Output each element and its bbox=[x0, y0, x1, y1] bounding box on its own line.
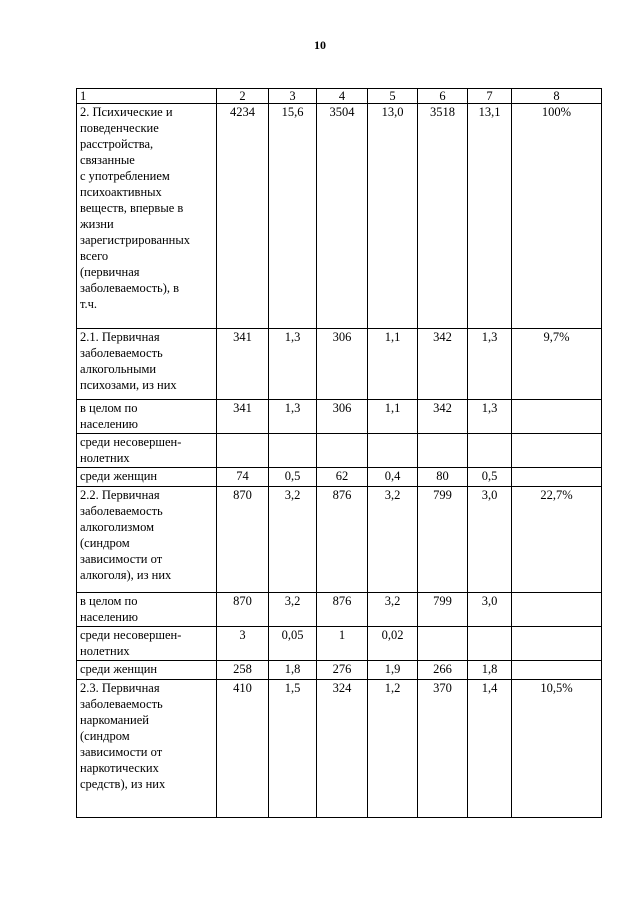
value-cell-col-4: 876 bbox=[317, 487, 368, 593]
value-cell-col-5: 1,9 bbox=[368, 661, 418, 680]
row-label-cell: в целом по населению bbox=[77, 400, 217, 434]
value-cell-col-5: 0,4 bbox=[368, 468, 418, 487]
value-cell-col-5: 3,2 bbox=[368, 487, 418, 593]
header-cell-2: 2 bbox=[217, 89, 269, 104]
value-cell-col-6: 370 bbox=[418, 680, 468, 818]
row-label-cell: 2.3. Первичная заболеваемость наркоманией (синдром зависимости от наркотических средств), из них bbox=[77, 680, 217, 818]
value-cell-col-7 bbox=[468, 627, 512, 661]
value-cell-col-7 bbox=[468, 434, 512, 468]
value-cell-col-3: 0,05 bbox=[269, 627, 317, 661]
value-cell-col-6 bbox=[418, 627, 468, 661]
value-cell-col-3: 0,5 bbox=[269, 468, 317, 487]
value-cell-col-4: 306 bbox=[317, 329, 368, 400]
value-cell-col-2: 870 bbox=[217, 487, 269, 593]
row-label-cell: среди женщин bbox=[77, 468, 217, 487]
header-cell-7: 7 bbox=[468, 89, 512, 104]
row-label-cell: среди несовершен- нолетних bbox=[77, 627, 217, 661]
value-cell-col-5: 13,0 bbox=[368, 104, 418, 329]
value-cell-col-8 bbox=[512, 434, 602, 468]
value-cell-col-5: 1,1 bbox=[368, 329, 418, 400]
value-cell-col-4: 306 bbox=[317, 400, 368, 434]
table-row bbox=[77, 661, 602, 680]
value-cell-col-5: 0,02 bbox=[368, 627, 418, 661]
value-cell-col-6: 266 bbox=[418, 661, 468, 680]
value-cell-col-7: 1,8 bbox=[468, 661, 512, 680]
value-cell-col-2: 341 bbox=[217, 400, 269, 434]
value-cell-col-5: 1,2 bbox=[368, 680, 418, 818]
table-row bbox=[77, 434, 602, 468]
value-cell-col-2: 410 bbox=[217, 680, 269, 818]
value-cell-col-8 bbox=[512, 593, 602, 627]
value-cell-col-6: 80 bbox=[418, 468, 468, 487]
value-cell-col-8 bbox=[512, 661, 602, 680]
header-cell-4: 4 bbox=[317, 89, 368, 104]
value-cell-col-3: 15,6 bbox=[269, 104, 317, 329]
value-cell-col-7: 13,1 bbox=[468, 104, 512, 329]
value-cell-col-3: 1,3 bbox=[269, 329, 317, 400]
value-cell-col-2: 4234 bbox=[217, 104, 269, 329]
value-cell-col-2: 74 bbox=[217, 468, 269, 487]
header-cell-1: 1 bbox=[77, 89, 217, 104]
value-cell-col-4: 324 bbox=[317, 680, 368, 818]
value-cell-col-6: 3518 bbox=[418, 104, 468, 329]
value-cell-col-2: 341 bbox=[217, 329, 269, 400]
value-cell-col-7: 1,3 bbox=[468, 329, 512, 400]
value-cell-col-6: 342 bbox=[418, 400, 468, 434]
value-cell-col-3: 3,2 bbox=[269, 593, 317, 627]
row-label-cell: в целом по населению bbox=[77, 593, 217, 627]
value-cell-col-8: 22,7% bbox=[512, 487, 602, 593]
value-cell-col-3: 1,5 bbox=[269, 680, 317, 818]
value-cell-col-3: 1,3 bbox=[269, 400, 317, 434]
header-cell-3: 3 bbox=[269, 89, 317, 104]
value-cell-col-3: 3,2 bbox=[269, 487, 317, 593]
value-cell-col-6: 799 bbox=[418, 487, 468, 593]
table-row bbox=[77, 329, 602, 400]
row-label-cell: 2. Психические и поведенческие расстройства, связанные с употреблением психоактивных веществ, впервые в жизни зарегистрированных всего (первичная заболеваемость), в т.ч. bbox=[77, 104, 217, 329]
value-cell-col-4: 62 bbox=[317, 468, 368, 487]
value-cell-col-8: 100% bbox=[512, 104, 602, 329]
value-cell-col-8: 10,5% bbox=[512, 680, 602, 818]
value-cell-col-7: 1,3 bbox=[468, 400, 512, 434]
value-cell-col-5: 1,1 bbox=[368, 400, 418, 434]
value-cell-col-7: 1,4 bbox=[468, 680, 512, 818]
value-cell-col-8 bbox=[512, 627, 602, 661]
value-cell-col-4: 1 bbox=[317, 627, 368, 661]
value-cell-col-6 bbox=[418, 434, 468, 468]
table-header-row bbox=[77, 89, 602, 104]
row-label-cell: среди несовершен- нолетних bbox=[77, 434, 217, 468]
table-row bbox=[77, 593, 602, 627]
value-cell-col-2 bbox=[217, 434, 269, 468]
value-cell-col-3 bbox=[269, 434, 317, 468]
value-cell-col-6: 799 bbox=[418, 593, 468, 627]
value-cell-col-7: 3,0 bbox=[468, 593, 512, 627]
value-cell-col-2: 870 bbox=[217, 593, 269, 627]
row-label-cell: 2.2. Первичная заболеваемость алкоголизмом (синдром зависимости от алкоголя), из них bbox=[77, 487, 217, 593]
table-row bbox=[77, 680, 602, 818]
value-cell-col-7: 0,5 bbox=[468, 468, 512, 487]
value-cell-col-4: 876 bbox=[317, 593, 368, 627]
header-cell-8: 8 bbox=[512, 89, 602, 104]
value-cell-col-5: 3,2 bbox=[368, 593, 418, 627]
header-cell-6: 6 bbox=[418, 89, 468, 104]
value-cell-col-4 bbox=[317, 434, 368, 468]
value-cell-col-2: 3 bbox=[217, 627, 269, 661]
statistics-table bbox=[76, 88, 602, 818]
value-cell-col-8: 9,7% bbox=[512, 329, 602, 400]
value-cell-col-5 bbox=[368, 434, 418, 468]
value-cell-col-6: 342 bbox=[418, 329, 468, 400]
table-row bbox=[77, 468, 602, 487]
row-label-cell: среди женщин bbox=[77, 661, 217, 680]
table-row bbox=[77, 487, 602, 593]
table-row bbox=[77, 400, 602, 434]
page-number: 10 bbox=[314, 38, 326, 52]
value-cell-col-2: 258 bbox=[217, 661, 269, 680]
row-label-cell: 2.1. Первичная заболеваемость алкогольными психозами, из них bbox=[77, 329, 217, 400]
value-cell-col-7: 3,0 bbox=[468, 487, 512, 593]
value-cell-col-4: 3504 bbox=[317, 104, 368, 329]
table-row bbox=[77, 627, 602, 661]
table-row bbox=[77, 104, 602, 329]
value-cell-col-8 bbox=[512, 400, 602, 434]
value-cell-col-8 bbox=[512, 468, 602, 487]
header-cell-5: 5 bbox=[368, 89, 418, 104]
value-cell-col-3: 1,8 bbox=[269, 661, 317, 680]
value-cell-col-4: 276 bbox=[317, 661, 368, 680]
